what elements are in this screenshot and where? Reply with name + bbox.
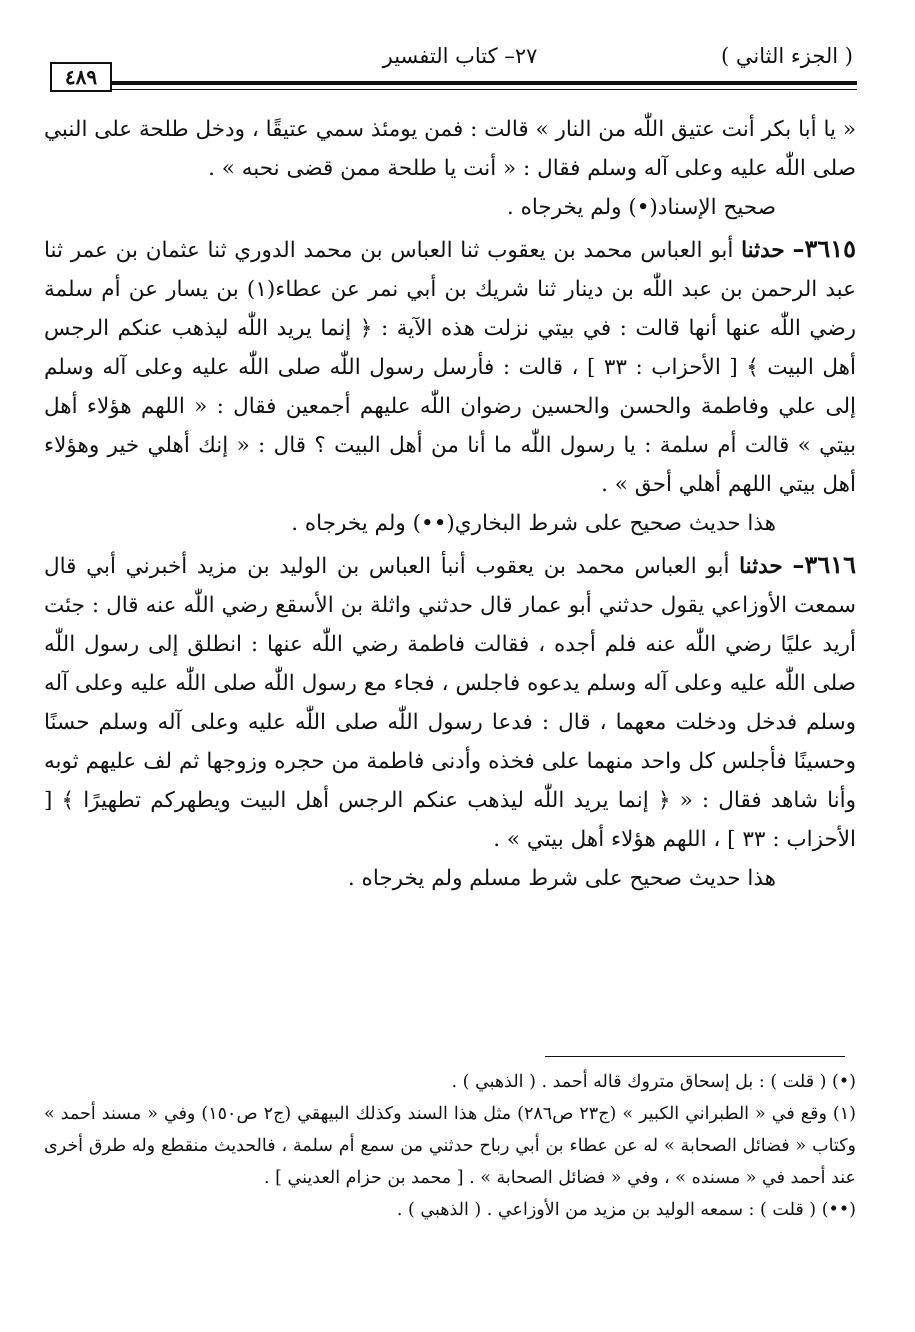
grading-note: هذا حديث صحيح على شرط مسلم ولم يخرجاه . [347, 866, 776, 891]
grading-note: هذا حديث صحيح على شرط البخاري(••) ولم يخرجاه . [291, 511, 776, 536]
hadith-number: ٣٦١٥– [792, 234, 856, 263]
footnote-1: (١) وقع في « الطبراني الكبير » (ج٢٣ ص٢٨٦) مثل هذا السند وكذلك البيهقي (ج٢ ص١٥٠) وفي « مسند أحمد » وكتاب « فضائل الصحابة » له عن عطاء بن أبي رباح حدثني من سمع أم سلمة ، فالحديث منقطع وله طرق أخرى عند أحمد في « مسنده » ، وفي « فضائل الصحابة » . [ محمد بن حزام العديني ] . [44, 1104, 856, 1188]
hadith-3616 [44, 545, 856, 859]
main-text [44, 110, 856, 898]
footnote-separator [545, 1056, 845, 1057]
hadith-opening: حدثنا [739, 554, 783, 579]
running-header-book: ٢٧– كتاب التفسير [382, 44, 538, 68]
footnote-double-dot: (••) ( قلت ) : سمعه الوليد بن مزيد من الأوزاعي . ( الذهبي ) . [396, 1200, 856, 1220]
header-rule-thin [112, 89, 857, 90]
footnotes [44, 1066, 856, 1226]
header-rule-thick [112, 81, 857, 85]
hadith-opening: حدثنا [741, 238, 785, 263]
hadith-text: أبو العباس محمد بن يعقوب ثنا العباس بن محمد الدوري ثنا عثمان بن عمر ثنا عبد الرحمن بن عبد اللّٰه بن دينار ثنا شريك بن أبي نمر عن عطاء(١) بن يسار عن أم سلمة رضي اللّٰه عنها أنها قالت : في بيتي نزلت هذه الآية : ﴿ إنما يريد اللّٰه ليذهب عنكم الرجس أهل البيت ﴾ [ الأحزاب : ٣٣ ] ، قالت : فأرسل رسول اللّٰه صلى اللّٰه عليه وعلى آله وسلم إلى علي وفاطمة والحسن والحسين رضوان اللّٰه عليهم أجمعين فقال : « اللهم هؤلاء أهل بيتي » قالت أم سلمة : يا رسول اللّٰه ما أنا من أهل البيت ؟ قال : « إنك أهلي خير وهؤلاء أهل بيتي اللهم أهلي أحق » . [44, 238, 857, 497]
footnote-dot: (•) ( قلت ) : بل إسحاق متروك قاله أحمد . ( الذهبي ) . [451, 1072, 856, 1092]
running-header-volume: ( الجزء الثاني ) [721, 44, 853, 68]
hadith-number: ٣٦١٦– [792, 550, 856, 579]
grading-note: صحيح الإسناد(•) ولم يخرجاه . [506, 195, 776, 220]
page-number: ٤٨٩ [50, 62, 112, 92]
hadith-text: أبو العباس محمد بن يعقوب أنبأ العباس بن الوليد بن مزيد أخبرني أبي قال سمعت الأوزاعي يقول حدثني أبو عمار قال حدثني واثلة بن الأسقع رضي اللّٰه عنه قال : جئت أريد عليًا رضي اللّٰه عنه فلم أجده ، فقالت فاطمة رضي اللّٰه عنها : انطلق إلى رسول اللّٰه صلى اللّٰه عليه وعلى آله وسلم يدعوه فاجلس ، فجاء مع رسول اللّٰه صلى اللّٰه عليه وعلى آله وسلم فدخل ودخلت معهما ، قال : فدعا رسول اللّٰه صلى اللّٰه عليه وعلى آله وسلم حسنًا وحسينًا فأجلس كل واحد منهما على فخذه وأدنى فاطمة من حجره وزوجها ثم لف عليهم ثوبه وأنا شاهد فقال : « ﴿ إنما يريد اللّٰه ليذهب عنكم الرجس أهل البيت ويطهركم تطهيرًا ﴾ [ الأحزاب : ٣٣ ] ، اللهم هؤلاء أهل بيتي » . [44, 554, 856, 852]
paragraph-continuation: « يا أبا بكر أنت عتيق اللّٰه من النار » قالت : فمن يومئذ سمي عتيقًا ، ودخل طلحة على النبي صلى اللّٰه عليه وعلى آله وسلم فقال : « أنت يا طلحة ممن قضى نحبه » . [44, 117, 856, 181]
hadith-3615 [44, 229, 856, 504]
